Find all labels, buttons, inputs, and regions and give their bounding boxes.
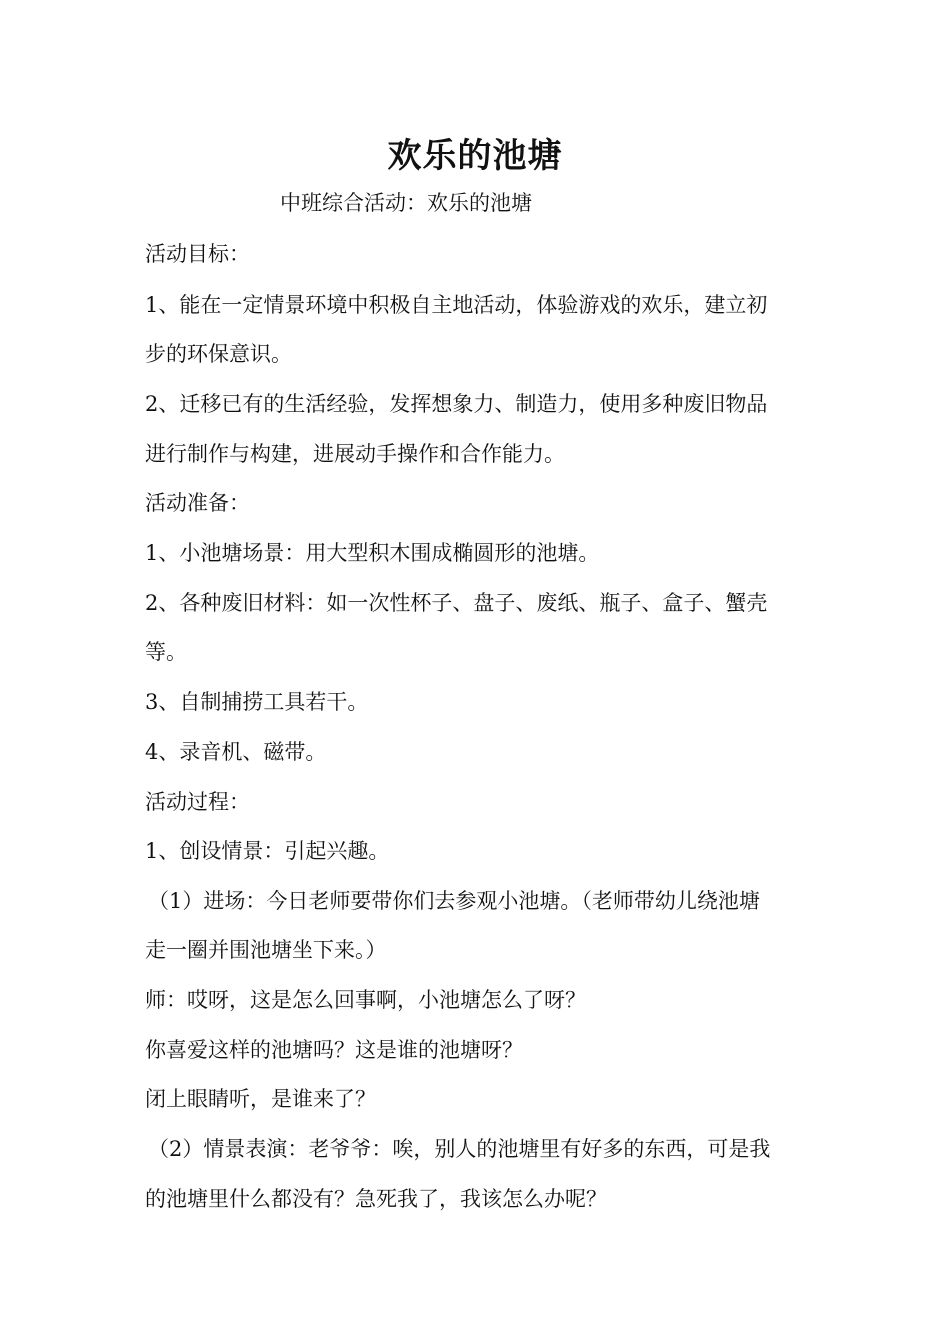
paragraph-line: 2、迁移已有的生活经验，发挥想象力、制造力，使用多种废旧物品 (145, 392, 768, 416)
paragraph-line: 步的环保意识。 (145, 342, 292, 366)
section-heading-goals: 活动目标： (145, 242, 250, 266)
paragraph-line: 进行制作与构建，进展动手操作和合作能力。 (145, 442, 565, 466)
paragraph-line: 走一圈并围池塘坐下来。） (145, 938, 387, 962)
paragraph-line: 1、能在一定情景环境中积极自主地活动，体验游戏的欢乐，建立初 (145, 293, 768, 317)
document-title: 欢乐的池塘 (387, 136, 563, 176)
section-heading-process: 活动过程： (145, 790, 250, 814)
paragraph-line: 师：哎呀，这是怎么回事啊，小池塘怎么了呀？ (145, 988, 586, 1012)
paragraph-line: 2、各种废旧材料：如一次性杯子、盘子、废纸、瓶子、盒子、蟹壳 (145, 591, 768, 615)
paragraph-line: （2）情景表演：老爷爷：唉，别人的池塘里有好多的东西，可是我 (148, 1137, 771, 1161)
paragraph-line: （1）进场：今日老师要带你们去参观小池塘。（老师带幼儿绕池塘 (148, 889, 760, 913)
paragraph-line: 闭上眼睛听，是谁来了？ (145, 1087, 376, 1111)
paragraph-line: 等。 (145, 640, 187, 664)
paragraph-line: 4、录音机、磁带。 (145, 740, 327, 764)
paragraph-line: 1、小池塘场景：用大型积木围成椭圆形的池塘。 (145, 541, 600, 565)
paragraph-line: 1、创设情景：引起兴趣。 (145, 839, 390, 863)
paragraph-line: 你喜爱这样的池塘吗？这是谁的池塘呀？ (145, 1038, 523, 1062)
paragraph-line: 的池塘里什么都没有？急死我了，我该怎么办呢？ (145, 1187, 607, 1211)
document-subtitle: 中班综合活动：欢乐的池塘 (280, 191, 532, 215)
section-heading-preparation: 活动准备： (145, 491, 250, 515)
paragraph-line: 3、自制捕捞工具若干。 (145, 690, 369, 714)
